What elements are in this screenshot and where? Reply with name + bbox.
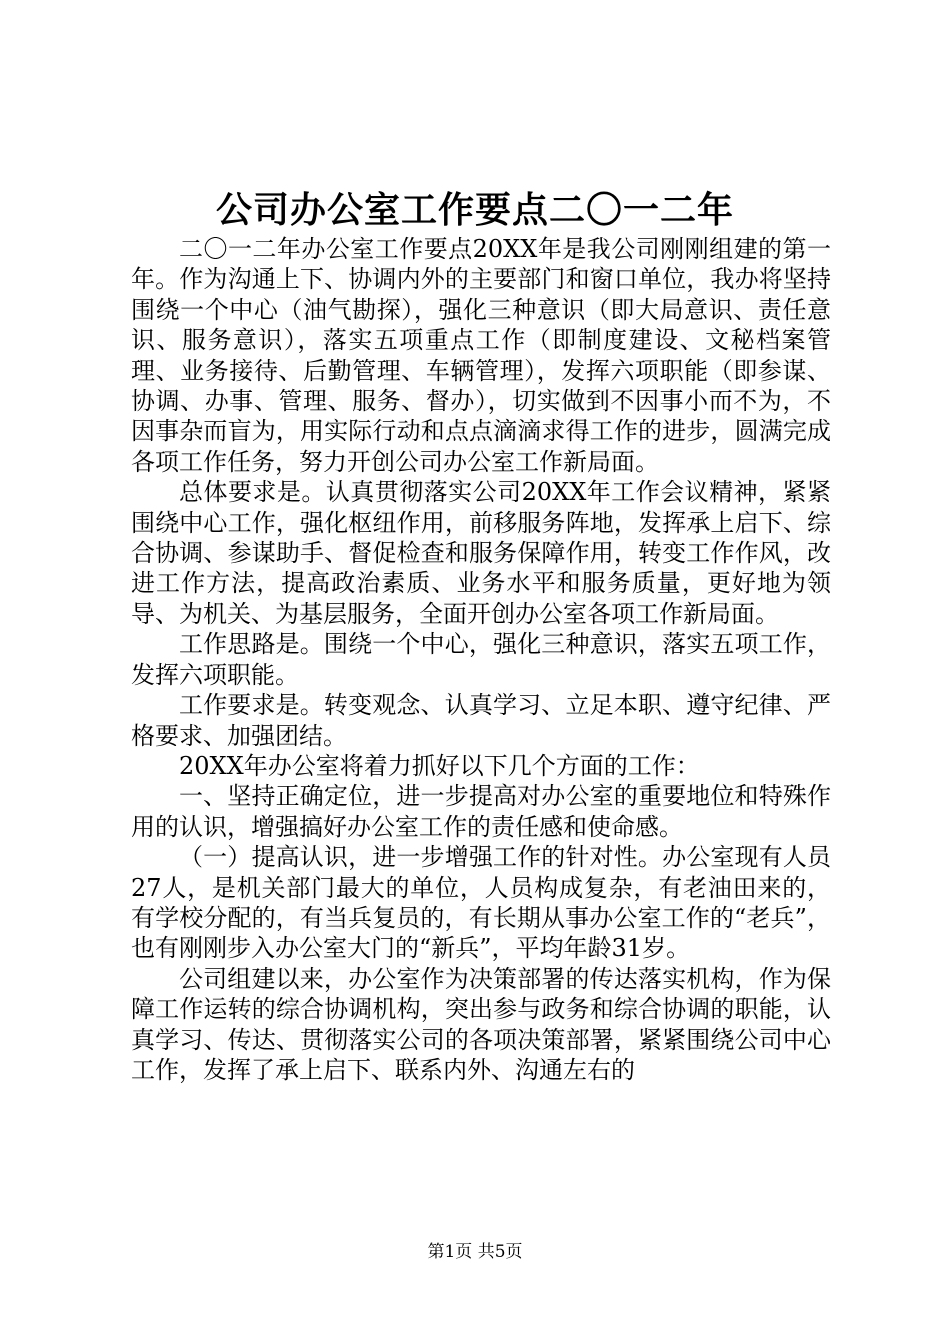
paragraph-7: （一）提高认识，进一步增强工作的针对性。办公室现有人员27人，是机关部门最大的单位，人员构成复杂，有老油田来的，有学校分配的，有当兵复员的，有长期从事办公室工作的“老兵”，也有刚刚步入办公室大门的“新兵”，平均年龄31岁。 bbox=[131, 843, 831, 963]
paragraph-1: 二〇一二年办公室工作要点20XX年是我公司刚刚组建的第一年。作为沟通上下、协调内外的主要部门和窗口单位，我办将坚持围绕一个中心（油气勘探），强化三种意识（即大局意识、责任意识、服务意识），落实五项重点工作（即制度建设、文秘档案管理、业务接待、后勤管理、车辆管理），发挥六项职能（即参谋、协调、办事、管理、服务、督办），切实做到不因事小而不为，不因事杂而盲为，用实际行动和点点滴滴求得工作的进步，圆满完成各项工作任务，努力开创公司办公室工作新局面。 bbox=[131, 235, 831, 476]
paragraph-2: 总体要求是。认真贯彻落实公司20XX年工作会议精神，紧紧围绕中心工作，强化枢纽作用，前移服务阵地，发挥承上启下、综合协调、参谋助手、督促检查和服务保障作用，转变工作作风，改进工作方法，提高政治素质、业务水平和服务质量，更好地为领导、为机关、为基层服务，全面开创办公室各项工作新局面。 bbox=[131, 478, 831, 628]
paragraph-6: 一、坚持正确定位，进一步提高对办公室的重要地位和特殊作用的认识，增强搞好办公室工作的责任感和使命感。 bbox=[131, 782, 831, 841]
page-footer: 第1页 共5页 bbox=[427, 1242, 523, 1262]
paragraph-4: 工作要求是。转变观念、认真学习、立足本职、遵守纪律、严格要求、加强团结。 bbox=[131, 691, 831, 750]
paragraph-5: 20XX年办公室将着力抓好以下几个方面的工作： bbox=[179, 751, 700, 780]
document-body bbox=[131, 234, 831, 1085]
page-title: 公司办公室工作要点二〇一二年 bbox=[215, 189, 734, 231]
paragraph-3: 工作思路是。围绕一个中心，强化三种意识，落实五项工作，发挥六项职能。 bbox=[131, 630, 831, 689]
paragraph-8: 公司组建以来，办公室作为决策部署的传达落实机构，作为保障工作运转的综合协调机构，突出参与政务和综合协调的职能，认真学习、传达、贯彻落实公司的各项决策部署，紧紧围绕公司中心工作，发挥了承上启下、联系内外、沟通左右的 bbox=[131, 964, 831, 1084]
